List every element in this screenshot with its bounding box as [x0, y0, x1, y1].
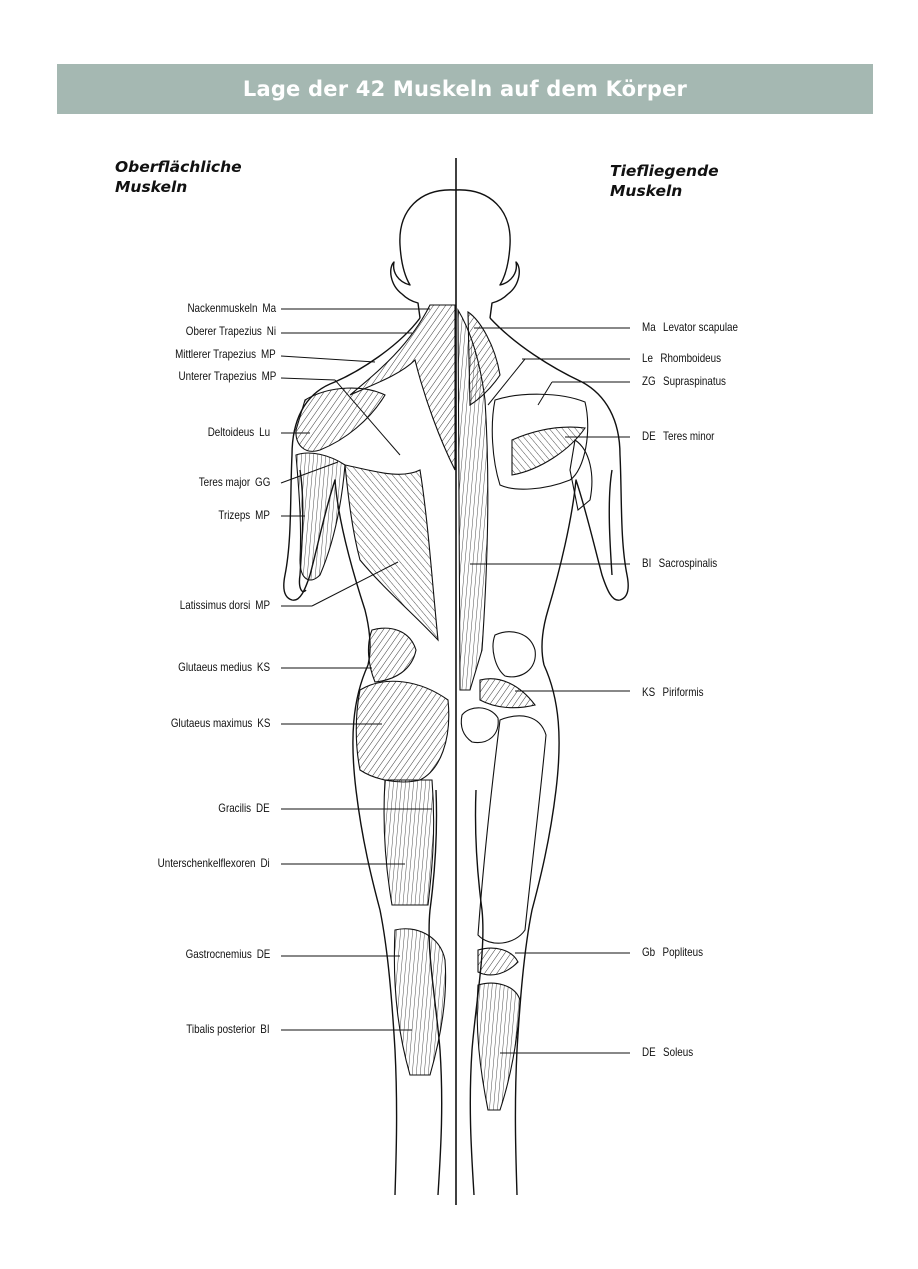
muscle-name: Rhomboideus — [660, 351, 722, 365]
muscle-name: Soleus — [663, 1045, 694, 1059]
muscle-name: Gracilis — [218, 801, 252, 815]
muscle-abbreviation: MP — [255, 508, 270, 522]
muscle-name: Sacrospinalis — [658, 556, 718, 570]
muscle-abbreviation: GG — [254, 475, 270, 489]
muscle-abbreviation: KS — [256, 716, 270, 730]
muscle-name: Levator scapulae — [663, 320, 739, 334]
muscle-name: Unterschenkelflexoren — [157, 856, 256, 870]
gastrocnemius-shape — [394, 929, 445, 1075]
femur-head-shape — [461, 708, 498, 743]
glutaeus-maximus-shape — [356, 681, 449, 782]
heading-deep-line2: Muskeln — [610, 182, 683, 200]
deltoid-shape — [296, 388, 385, 451]
muscle-name: Glutaeus medius — [178, 660, 252, 674]
hamstrings-shape — [384, 780, 434, 905]
muscle-name: Popliteus — [662, 945, 704, 959]
teres-minor-shape — [512, 427, 585, 475]
pelvis-shape — [493, 632, 535, 677]
muscle-name: Oberer Trapezius — [185, 324, 262, 338]
latissimus-shape — [345, 465, 438, 640]
muscle-abbreviation: BI — [642, 556, 652, 570]
soleus-shape — [477, 983, 520, 1110]
heading-deep-line1: Tiefliegende — [610, 162, 719, 180]
muscle-name: Unterer Trapezius — [178, 369, 257, 383]
muscle-name: Nackenmuskeln — [187, 301, 258, 315]
heading-superficial-line2: Muskeln — [115, 178, 188, 196]
muscle-name: Supraspinatus — [663, 374, 726, 388]
muscle-abbreviation: Di — [260, 856, 270, 870]
muscle-abbreviation: Ni — [266, 324, 276, 338]
muscle-name: Teres minor — [663, 429, 715, 443]
superficial-muscles — [296, 305, 455, 1075]
levator-shape — [468, 312, 500, 405]
muscle-abbreviation: Gb — [642, 945, 656, 959]
muscle-abbreviation: DE — [256, 801, 270, 815]
popliteus-shape — [478, 948, 518, 975]
muscle-name: Teres major — [198, 475, 250, 489]
deep-muscles-and-bones — [458, 310, 592, 1110]
muscle-abbreviation: Lu — [259, 425, 270, 439]
muscle-name: Piriformis — [662, 685, 704, 699]
muscle-abbreviation: DE — [642, 429, 656, 443]
muscle-abbreviation: KS — [256, 660, 270, 674]
triceps-shape — [296, 453, 345, 580]
page-title: Lage der 42 Muskeln auf dem Körper — [242, 77, 688, 101]
muscle-name: Latissimus dorsi — [179, 598, 251, 612]
muscle-abbreviation: ZG — [642, 374, 656, 388]
muscle-name: Gastrocnemius — [185, 947, 252, 961]
heading-superficial-line1: Oberflächliche — [115, 158, 242, 176]
muscle-name: Glutaeus maximus — [170, 716, 252, 730]
femur-shape — [478, 716, 546, 943]
muscle-abbreviation: MP — [261, 347, 276, 361]
piriformis-shape — [480, 679, 535, 708]
muscle-abbreviation: MP — [261, 369, 276, 383]
muscle-abbreviation: KS — [642, 685, 656, 699]
muscle-name: Trizeps — [218, 508, 251, 522]
muscle-abbreviation: DE — [642, 1045, 656, 1059]
muscle-abbreviation: DE — [256, 947, 270, 961]
muscle-abbreviation: Ma — [262, 301, 276, 315]
muscle-abbreviation: Ma — [642, 320, 656, 334]
glutaeus-medius-shape — [368, 628, 416, 682]
trapezius-shape — [350, 305, 455, 470]
muscle-name: Mittlerer Trapezius — [175, 347, 257, 361]
muscle-name: Tibalis posterior — [186, 1022, 256, 1036]
muscle-abbreviation: BI — [260, 1022, 270, 1036]
muscle-abbreviation: MP — [255, 598, 270, 612]
muscle-name: Deltoideus — [207, 425, 255, 439]
muscle-abbreviation: Le — [642, 351, 653, 365]
